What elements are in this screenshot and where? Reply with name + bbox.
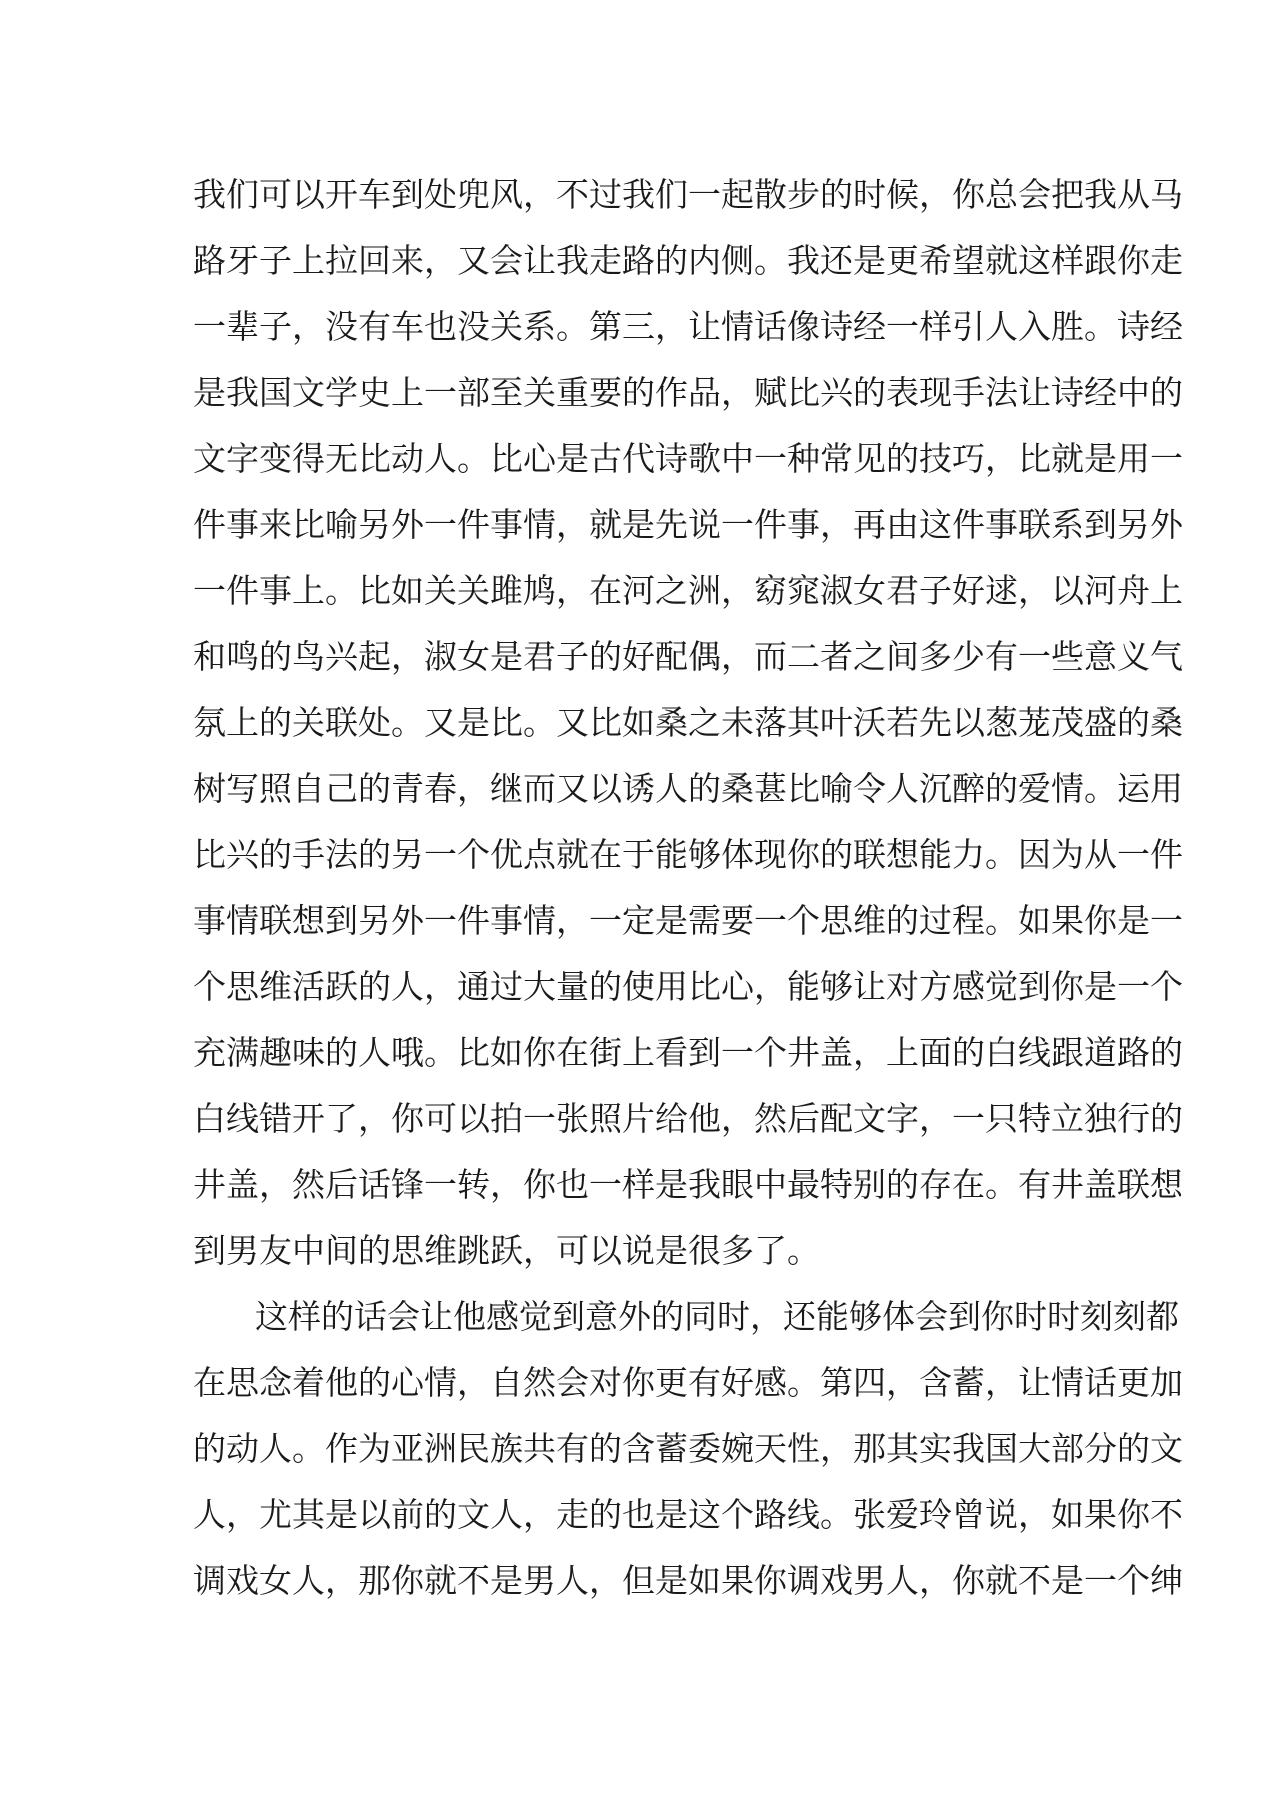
text-line: 的动人。作为亚洲民族共有的含蓄委婉天性，那其实我国大部分的文: [193, 1429, 1183, 1468]
text-line: 树写照自己的青春，继而又以诱人的桑葚比喻令人沉醉的爱情。运用: [193, 769, 1183, 808]
text-line: 人，尤其是以前的文人，走的也是这个路线。张爱玲曾说，如果你不: [193, 1495, 1183, 1534]
text-line: 井盖，然后话锋一转，你也一样是我眼中最特别的存在。有井盖联想: [193, 1165, 1183, 1204]
text-line: 和鸣的鸟兴起，淑女是君子的好配偶，而二者之间多少有一些意义气: [193, 637, 1183, 676]
text-line: 一件事上。比如关关雎鸠，在河之洲，窈窕淑女君子好逑，以河舟上: [193, 571, 1183, 610]
text-line: 是我国文学史上一部至关重要的作品，赋比兴的表现手法让诗经中的: [193, 373, 1183, 412]
body-text: [193, 162, 1183, 1614]
text-line: 氛上的关联处。又是比。又比如桑之未落其叶沃若先以葱茏茂盛的桑: [193, 703, 1183, 742]
text-line: 在思念着他的心情，自然会对你更有好感。第四，含蓄，让情话更加: [193, 1363, 1183, 1402]
text-line: 个思维活跃的人，通过大量的使用比心，能够让对方感觉到你是一个: [193, 967, 1183, 1006]
text-line: 件事来比喻另外一件事情，就是先说一件事，再由这件事联系到另外: [193, 505, 1183, 544]
text-line: 文字变得无比动人。比心是古代诗歌中一种常见的技巧，比就是用一: [193, 439, 1183, 478]
text-line: 充满趣味的人哦。比如你在街上看到一个井盖，上面的白线跟道路的: [193, 1033, 1183, 1072]
text-line: 调戏女人，那你就不是男人，但是如果你调戏男人，你就不是一个绅: [193, 1561, 1183, 1600]
paragraph-start-line: 这样的话会让他感觉到意外的同时，还能够体会到你时时刻刻都: [255, 1297, 1179, 1336]
text-line: 一辈子，没有车也没关系。第三，让情话像诗经一样引人入胜。诗经: [193, 307, 1183, 346]
text-line: 比兴的手法的另一个优点就在于能够体现你的联想能力。因为从一件: [193, 835, 1183, 874]
paragraph-end-line: 到男友中间的思维跳跃，可以说是很多了。: [193, 1231, 820, 1270]
text-line: 事情联想到另外一件事情，一定是需要一个思维的过程。如果你是一: [193, 901, 1183, 940]
text-line: 白线错开了，你可以拍一张照片给他，然后配文字，一只特立独行的: [193, 1099, 1183, 1138]
text-line: 我们可以开车到处兜风，不过我们一起散步的时候，你总会把我从马: [193, 175, 1183, 214]
text-line: 路牙子上拉回来，又会让我走路的内侧。我还是更希望就这样跟你走: [193, 241, 1183, 280]
